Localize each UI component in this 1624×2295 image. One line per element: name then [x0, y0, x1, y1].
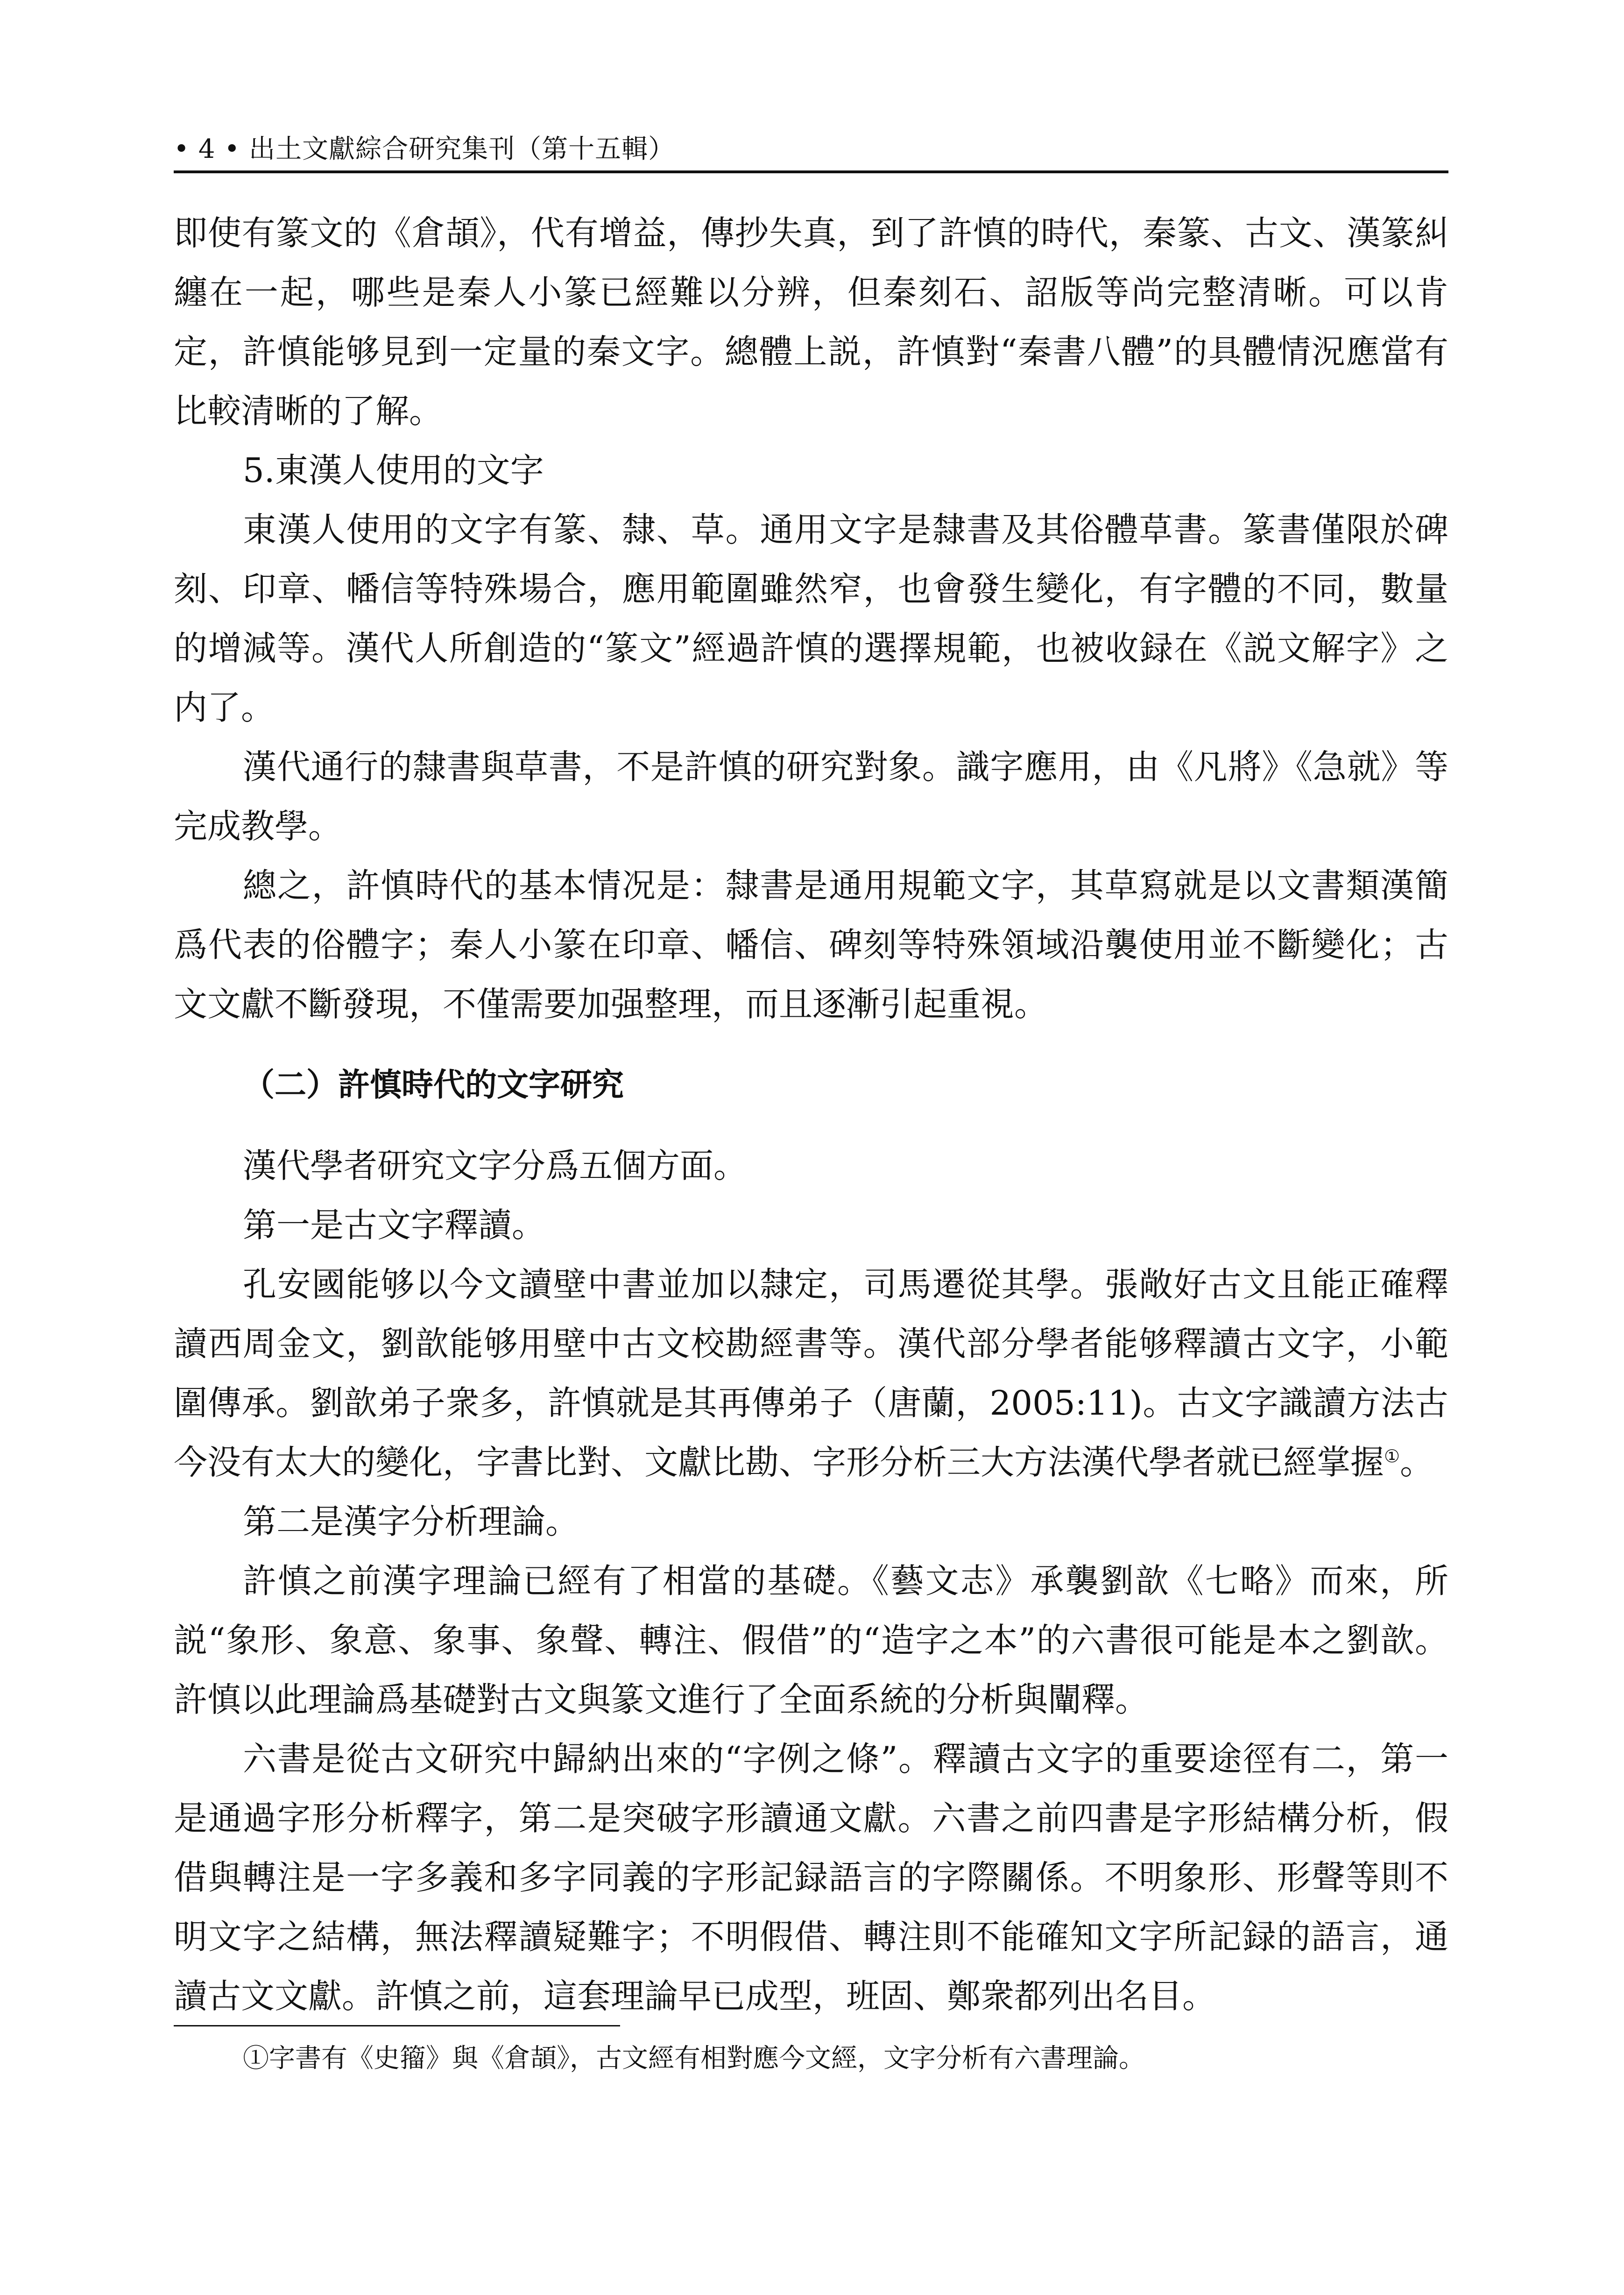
paragraph-7-end: 。 — [1400, 1443, 1434, 1482]
paragraph-7-text: 孔安國能够以今文讀壁中書並加以隸定，司馬遷從其學。張敞好古文且能正確釋讀西周金文，劉歆能够用壁中古文校勘經書等。漢代部分學者能够釋讀古文字，小範圍傳承。劉歆弟子衆多，許慎就是其再傳弟子（唐蘭，2005:11)。古文字識讀方法古今没有太大的變化，字書比對、文獻比勘、字形分析三大方法漢代學者就已經掌握 — [174, 1265, 1448, 1482]
paragraph-2: 東漢人使用的文字有篆、隸、草。通用文字是隸書及其俗體草書。篆書僅限於碑刻、印章、幡信等特殊場合，應用範圍雖然窄，也會發生變化，有字體的不同，數量的增減等。漢代人所創造的“篆文”經過許慎的選擇規範，也被收録在《説文解字》之内了。 — [174, 510, 1448, 727]
paragraph-1: 即使有篆文的《倉頡》，代有增益，傳抄失真，到了許慎的時代，秦篆、古文、漢篆糾纏在一起，哪些是秦人小篆已經難以分辨，但秦刻石、詔版等尚完整清晰。可以肯定，許慎能够見到一定量的秦文字。總體上説，許慎對“秦書八體”的具體情況應當有比較清晰的了解。 — [174, 213, 1448, 431]
footnote-rule — [174, 2025, 620, 2026]
paragraph-7 — [174, 1255, 1448, 1492]
paragraph-5: 漢代學者研究文字分爲五個方面。 — [243, 1146, 748, 1185]
section-heading-5: 5.東漢人使用的文字 — [243, 451, 544, 490]
footnote: ①字書有《史籀》與《倉頡》，古文經有相對應今文經，文字分析有六書理論。 — [243, 2043, 1145, 2074]
subheading: （二）許慎時代的文字研究 — [243, 1067, 624, 1104]
paragraph-10: 六書是從古文研究中歸納出來的“字例之條”。釋讀古文字的重要途徑有二，第一是通過字形分析釋字，第二是突破字形讀通文獻。六書之前四書是字形結構分析，假借與轉注是一字多義和多字同義的字形記録語言的字際關係。不明象形、形聲等則不明文字之結構，無法釋讀疑難字；不明假借、轉注則不能確知文字所記録的語言，通讀古文文獻。許慎之前，這套理論早已成型，班固、鄭衆都列出名目。 — [174, 1739, 1448, 2016]
header-rule — [174, 170, 1448, 173]
paragraph-8: 第二是漢字分析理論。 — [243, 1502, 579, 1541]
paragraph-6: 第一是古文字釋讀。 — [243, 1205, 546, 1245]
footnote-reference[interactable]: ① — [1384, 1446, 1400, 1466]
paragraph-3: 漢代通行的隸書與草書，不是許慎的研究對象。識字應用，由《凡將》《急就》等完成教學。 — [174, 747, 1448, 846]
paragraph-4: 總之，許慎時代的基本情况是：隸書是通用規範文字，其草寫就是以文書類漢簡爲代表的俗體字；秦人小篆在印章、幡信、碑刻等特殊領域沿襲使用並不斷變化；古文文獻不斷發現，不僅需要加强整理，而且逐漸引起重視。 — [174, 866, 1448, 1024]
running-header: • 4 • 出土文獻綜合研究集刊（第十五輯） — [174, 134, 675, 164]
paragraph-9: 許慎之前漢字理論已經有了相當的基礎。《藝文志》承襲劉歆《七略》而來，所説“象形、象意、象事、象聲、轉注、假借”的“造字之本”的六書很可能是本之劉歆。許慎以此理論爲基礎對古文與篆文進行了全面系統的分析與闡釋。 — [174, 1561, 1448, 1719]
main-text — [174, 204, 1448, 2026]
